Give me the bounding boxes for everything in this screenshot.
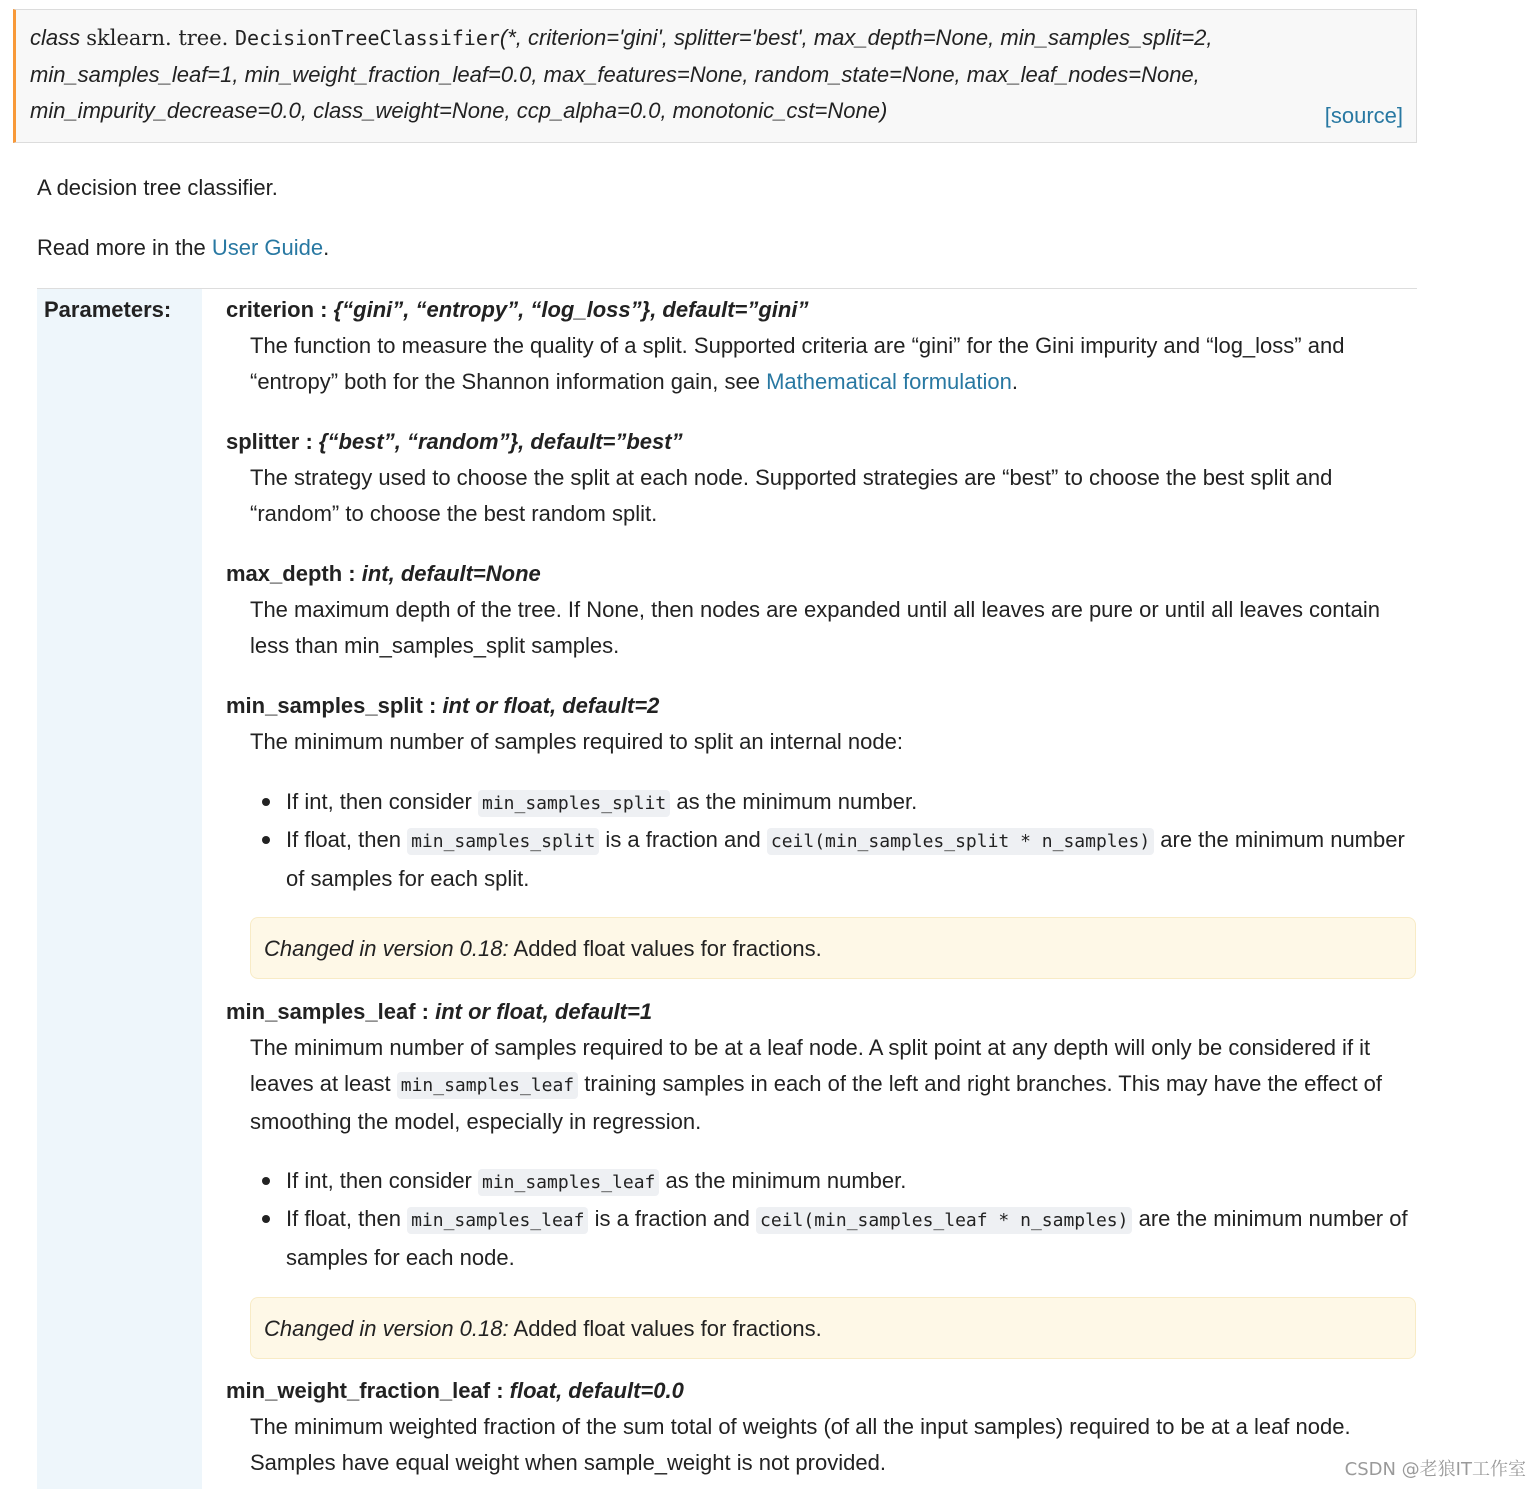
param-type: int or float, default=1 [435, 999, 653, 1024]
param-type: {“gini”, “entropy”, “log_loss”}, default=”gini” [333, 297, 809, 322]
param-name: max_depth [226, 561, 343, 586]
signature-line-2: min_samples_leaf=1, min_weight_fraction_leaf=0.0, max_features=None, random_state=None, max_leaf_nodes=None, [30, 61, 1200, 87]
mathematical-formulation-link[interactable]: Mathematical formulation [766, 369, 1012, 394]
param-name: criterion [226, 297, 315, 322]
inline-code: ceil(min_samples_split * n_samples) [767, 828, 1154, 855]
bullet-text: is a fraction and [599, 827, 767, 852]
param-min-samples-split-head [226, 691, 659, 721]
class-summary: A decision tree classifier. [37, 175, 278, 200]
bullet-text: If float, then [286, 1206, 408, 1231]
inline-code: ceil(min_samples_leaf * n_samples) [756, 1207, 1132, 1234]
bullet-text: If float, then [286, 827, 408, 852]
param-name: splitter [226, 429, 300, 454]
param-max-depth-head [226, 559, 541, 589]
param-name: min_samples_split [226, 693, 423, 718]
desc-text: The minimum number of samples required to be at a leaf node. A split point at any depth will only be considered if it leaves at least [250, 1035, 1371, 1096]
list-item [286, 1200, 1416, 1276]
param-min-samples-split-desc: The minimum number of samples required to split an internal node: [250, 729, 903, 754]
param-sep: : [490, 1378, 510, 1403]
bullet-text: as the minimum number. [659, 1168, 907, 1193]
bullet-text: is a fraction and [588, 1206, 757, 1231]
bullet-text: as the minimum number. [670, 789, 918, 814]
param-type: float, default=0.0 [509, 1378, 684, 1403]
param-sep: : [422, 693, 443, 718]
param-type: {“best”, “random”}, default=”best” [318, 429, 683, 454]
note-version: Changed in version 0.18: [264, 936, 509, 961]
divider [37, 288, 1417, 289]
param-splitter-head [226, 427, 683, 457]
param-criterion-head [226, 295, 808, 325]
inline-code: min_samples_split [407, 828, 599, 855]
param-type: int, default=None [361, 561, 541, 586]
param-sep: : [342, 561, 362, 586]
read-more-suffix: . [323, 235, 330, 260]
desc-text: training samples in each of the left and right branches. This may have the effect of smoothing the model, especially in regression. [250, 1071, 1383, 1134]
class-signature [13, 9, 1417, 143]
note-text: Added float values for fractions. [508, 936, 822, 961]
signature-line-1 [30, 20, 1402, 57]
user-guide-link[interactable]: User Guide [211, 235, 324, 260]
inline-code: min_samples_leaf [407, 1207, 588, 1234]
param-splitter-desc: The strategy used to choose the split at each node. Supported strategies are “best” to choose the best split and “random” to choose the best random split. [250, 465, 1333, 526]
param-min-weight-fraction-leaf-desc: The minimum weighted fraction of the sum total of weights (of all the input samples) required to be at a leaf node. Samples have equal weight when sample_weight is not provided. [250, 1414, 1351, 1475]
param-min-samples-leaf-desc [250, 1030, 1415, 1140]
params-label: Parameters: [44, 297, 172, 322]
desc-end: . [1011, 369, 1019, 394]
bullet-text: are the minimum number of samples for each node. [286, 1206, 1408, 1270]
signature-args-1: (*, criterion='gini', splitter='best', max_depth=None, min_samples_split=2, [499, 25, 1213, 50]
signature-module: sklearn. tree. [86, 26, 236, 50]
version-changed-note [250, 1297, 1416, 1359]
param-sep: : [314, 297, 334, 322]
signature-prefix: class [30, 25, 81, 50]
inline-code: min_samples_leaf [478, 1169, 659, 1196]
version-changed-note [250, 917, 1416, 979]
list-item [286, 1162, 1416, 1201]
param-type: int or float, default=2 [442, 693, 660, 718]
param-sep: : [299, 429, 319, 454]
bullet-text: If int, then consider [286, 1168, 478, 1193]
param-max-depth-desc: The maximum depth of the tree. If None, then nodes are expanded until all leaves are pure or until all leaves contain less than min_samples_split samples. [250, 597, 1381, 658]
param-sep: : [415, 999, 436, 1024]
signature-line-3: min_impurity_decrease=0.0, class_weight=None, ccp_alpha=0.0, monotonic_cst=None) [30, 98, 888, 123]
param-name: min_samples_leaf [226, 999, 416, 1024]
read-more [37, 234, 329, 262]
inline-code: min_samples_split [478, 790, 670, 817]
param-min-samples-leaf-head [226, 997, 652, 1027]
list-item [286, 821, 1416, 897]
inline-code: min_samples_leaf [397, 1072, 578, 1099]
param-criterion-desc [250, 328, 1415, 400]
param-name: min_weight_fraction_leaf [226, 1378, 491, 1403]
params-label-column [37, 289, 202, 1489]
note-version: Changed in version 0.18: [264, 1316, 509, 1341]
signature-class-name: DecisionTreeClassifier [235, 26, 500, 50]
note-text: Added float values for fractions. [508, 1316, 822, 1341]
desc-text: The function to measure the quality of a split. Supported criteria are “gini” for the Gini impurity and “log_loss” and “entropy” both for the Shannon information gain, see [250, 333, 1345, 394]
read-more-text: Read more in the [37, 235, 212, 260]
bullet-text: are the minimum number of samples for each split. [286, 827, 1405, 891]
source-link[interactable]: [source] [1324, 103, 1403, 128]
watermark: CSDN @老狼IT工作室 [1344, 1459, 1526, 1480]
list-item [286, 783, 1416, 822]
bullet-text: If int, then consider [286, 789, 478, 814]
param-min-weight-fraction-leaf-head [226, 1376, 684, 1406]
